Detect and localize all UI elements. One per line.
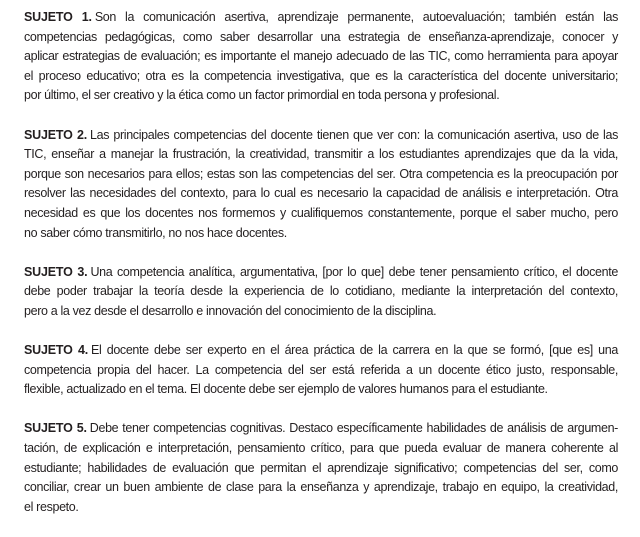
line-text: pero a la vez desde el desarrollo e innovación del conocimiento de la disciplina. (24, 303, 437, 318)
line-text: TIC, enseñar a manejar la frustración, la creatividad, transmitir a los estudiantes aprendizajes que da la vida, (24, 147, 618, 162)
text-line (24, 419, 618, 439)
line-text: competencia propia del hacer. La competencia del ser está referida a un docente ético justo, responsable, (24, 362, 618, 377)
text-line (24, 165, 618, 185)
line-text: el respeto. (24, 499, 79, 514)
text-line (24, 126, 618, 146)
text-line (24, 28, 618, 48)
line-text: flexible, actualizado en el tema. El docente debe ser ejemplo de valores humanos para el estudiante. (24, 382, 548, 397)
text-line (24, 341, 618, 361)
text-line (24, 67, 618, 87)
document-body (24, 8, 618, 537)
text-line (24, 282, 618, 302)
text-line (24, 86, 618, 106)
text-line (24, 302, 618, 322)
text-line (24, 145, 618, 165)
text-line (24, 361, 618, 381)
subject-label: SUJETO 3. (24, 264, 88, 279)
text-line (24, 204, 618, 224)
subject-label: SUJETO 2. (24, 127, 88, 142)
line-text: resolver las necesidades del contexto, para lo cual es necesario la capacidad de análisis e interpretación. Otra (24, 186, 618, 201)
text-line (24, 439, 618, 459)
line-text: Una competencia analítica, argumentativa, [por lo que] debe tener pensamiento crítico, el docente (90, 264, 618, 279)
text-line (24, 8, 618, 28)
paragraph-sujeto-1 (24, 8, 618, 106)
subject-label: SUJETO 1. (24, 10, 92, 24)
line-text: Debe tener competencias cognitivas. Destaco específicamente habilidades de análisis de argumen- (89, 421, 618, 436)
subject-label: SUJETO 5. (24, 421, 87, 436)
line-text: aplicar estrategias de evaluación; es importante el manejo adecuado de las TIC, como herramienta para apoyar (24, 49, 618, 64)
line-text: porque son necesarios para ellos; estas son las competencias del ser. Otra competencia es la preocupación por (24, 166, 618, 181)
paragraph-sujeto-5 (24, 419, 618, 517)
text-line (24, 380, 618, 400)
line-text: necesidad es que los docentes nos formemos y cualifiquemos constantemente, porque el saber mucho, pero (24, 205, 618, 220)
text-line (24, 184, 618, 204)
text-line (24, 224, 618, 244)
line-text: estudiante; habilidades de evaluación que permitan el aprendizaje significativo; competencias del ser, como (24, 460, 618, 475)
line-text: no saber cómo transmitirlo, no nos hace docentes. (24, 225, 287, 240)
subject-label: SUJETO 4. (24, 343, 89, 358)
line-text: Son la comunicación asertiva, aprendizaje permanente, autoevaluación; también están las (94, 10, 618, 24)
line-text: tación, de explicación e interpretación, pensamiento crítico, para que pueda evaluar de manera coherente al (24, 441, 618, 456)
text-line (24, 263, 618, 283)
text-line (24, 478, 618, 498)
line-text: El docente debe ser experto en el área práctica de la carrera en la que se formó, [que es] una (91, 343, 618, 358)
line-text: el proceso educativo; otra es la competencia investigativa, que es la característica del docente universitario; (24, 68, 618, 83)
line-text: conciliar, crear un buen ambiente de clase para la enseñanza y aprendizaje, trabajo en equipo, la creatividad, (24, 480, 618, 495)
line-text: Las principales competencias del docente tienen que ver con: la comunicación asertiva, uso de las (90, 127, 618, 142)
paragraph-sujeto-4 (24, 341, 618, 400)
line-text: por último, el ser creativo y la ética como un factor primordial en toda persona y profesional. (24, 88, 500, 103)
line-text: debe poder trabajar la teoría desde la experiencia de lo cotidiano, mediante la interpretación del contexto, (24, 284, 618, 299)
paragraph-sujeto-2 (24, 126, 618, 244)
text-line (24, 498, 618, 518)
text-line (24, 47, 618, 67)
text-line (24, 459, 618, 479)
line-text: competencias pedagógicas, como saber desarrollar una estrategia de enseñanza-aprendizaje, conocer y (24, 29, 618, 44)
paragraph-sujeto-3 (24, 263, 618, 322)
